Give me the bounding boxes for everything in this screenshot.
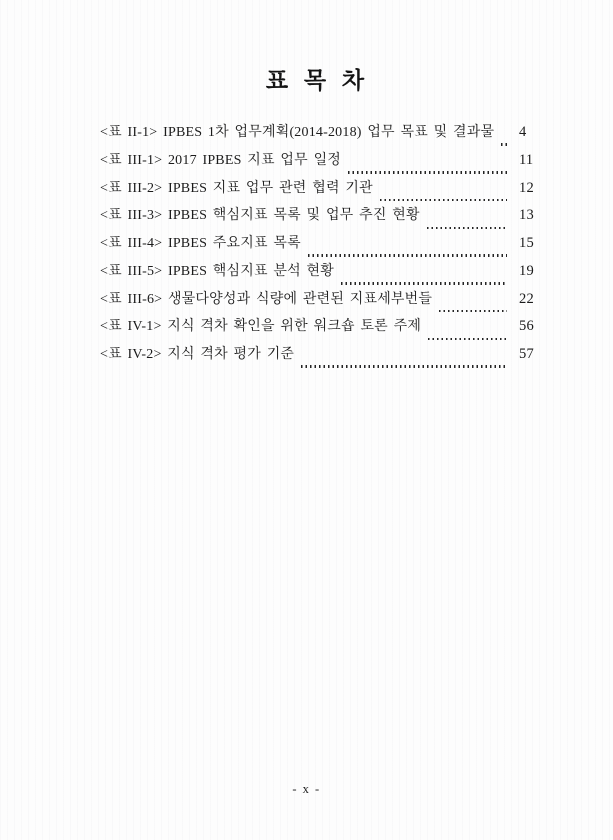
toc-entry-page-number: 13 xyxy=(519,207,534,224)
dotted-leader xyxy=(308,254,507,256)
dotted-leader xyxy=(501,143,507,145)
page-title: 표 목 차 xyxy=(265,68,370,93)
toc-entry xyxy=(100,288,535,316)
page-number-footer: - x - xyxy=(292,782,321,796)
dotted-leader xyxy=(427,227,507,229)
toc-entry xyxy=(100,315,535,343)
dotted-leader xyxy=(341,282,507,284)
toc-entry-page-number: 11 xyxy=(519,151,534,168)
toc-entry-label: <표 III-1> 2017 IPBES 지표 업무 일정 xyxy=(100,152,342,168)
toc-entry-label: <표 II-1> IPBES 1차 업무계획(2014-2018) 업무 목표 및 결과물 xyxy=(100,125,495,140)
dotted-leader xyxy=(301,365,507,367)
dotted-leader xyxy=(439,310,507,312)
toc-entry xyxy=(100,121,535,149)
toc-entry-page-number: 57 xyxy=(519,346,534,362)
toc-entry-label: <표 IV-2> 지식 격차 평가 기준 xyxy=(100,347,295,362)
toc-entry-page-number: 12 xyxy=(519,179,534,196)
toc-entry-label: <표 III-2> IPBES 지표 업무 관련 협력 기관 xyxy=(100,180,373,196)
toc-entry-label: <표 III-4> IPBES 주요지표 목록 xyxy=(100,236,301,251)
toc-entry-page-number: 4 xyxy=(519,124,527,140)
toc-entry-label: <표 IV-1> 지식 격차 확인을 위한 워크숍 토론 주제 xyxy=(100,319,422,335)
table-of-contents xyxy=(100,121,535,371)
toc-entry-label: <표 III-3> IPBES 핵심지표 목록 및 업무 추진 현황 xyxy=(100,208,420,224)
toc-entry xyxy=(100,177,535,205)
toc-entry xyxy=(100,260,535,288)
toc-entry-page-number: 22 xyxy=(519,290,534,307)
dotted-leader xyxy=(380,199,507,201)
dotted-leader xyxy=(428,338,507,340)
toc-entry xyxy=(100,232,535,260)
toc-entry-page-number: 56 xyxy=(519,318,534,335)
toc-entry xyxy=(100,149,535,177)
toc-entry-label: <표 III-6> 생물다양성과 식량에 관련된 지표세부번들 xyxy=(100,291,433,307)
toc-entry-label: <표 III-5> IPBES 핵심지표 분석 현황 xyxy=(100,263,334,279)
dotted-leader xyxy=(348,171,507,173)
toc-entry xyxy=(100,204,535,232)
toc-entry-page-number: 15 xyxy=(519,235,534,251)
toc-entry-page-number: 19 xyxy=(519,262,534,279)
toc-entry xyxy=(100,343,535,371)
